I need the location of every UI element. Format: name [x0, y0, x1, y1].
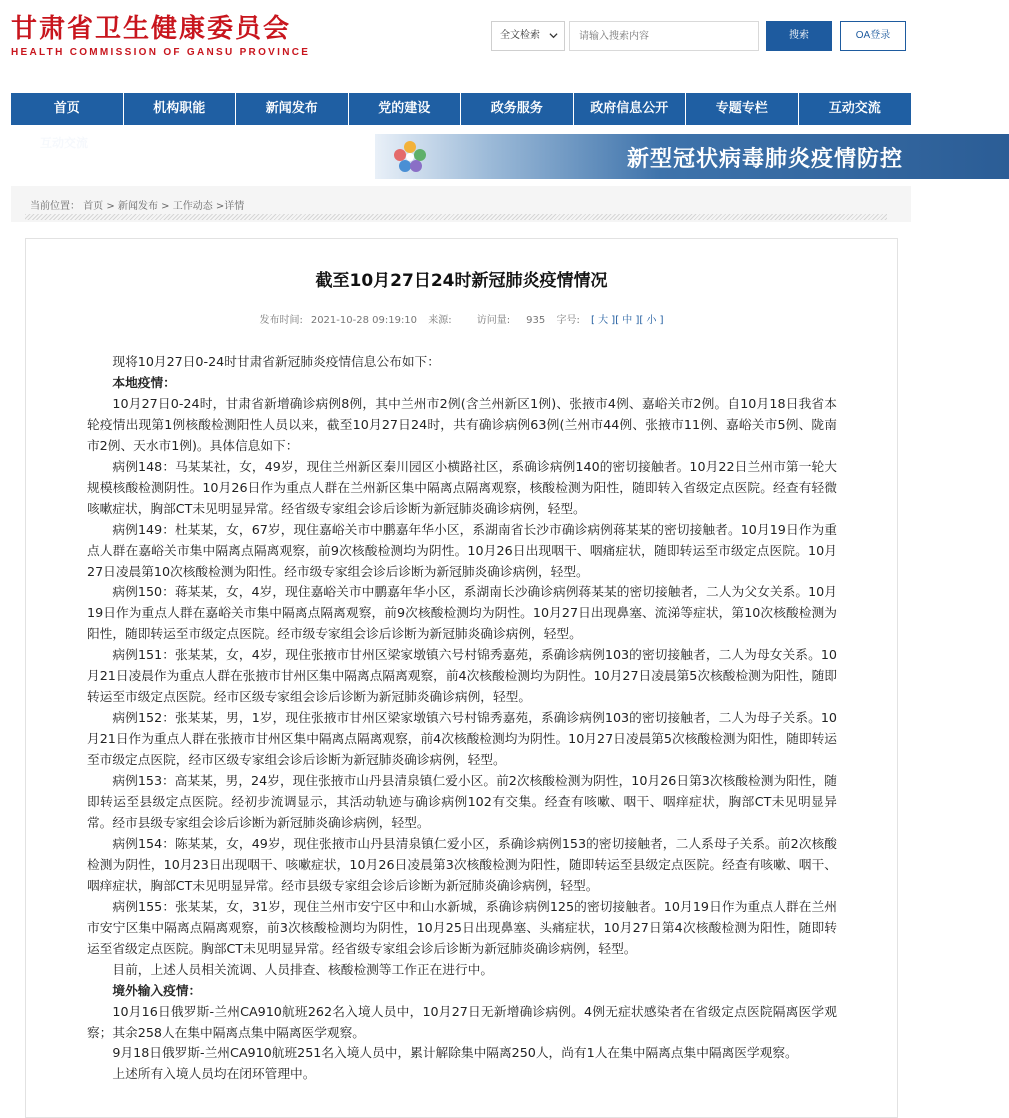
search-scope-value: 全文检索: [500, 30, 540, 41]
publish-time: 2021-10-28 09:19:10: [310, 315, 418, 326]
breadcrumb-separator: >: [161, 201, 170, 212]
article-meta: [25, 311, 898, 326]
covid-banner[interactable]: [375, 134, 1009, 179]
source-label: 来源:: [428, 315, 452, 326]
font-size-medium[interactable]: 中: [622, 315, 633, 326]
article-body: [87, 352, 837, 1085]
article-paragraph: 病例154：陈某某，女，49岁，现住张掖市山丹县清泉镇仁爱小区，系确诊病例153的密切接触者，二人系母子关系。前2次核酸检测为阴性，10月23日出现咽干、咳嗽症状，10月26日凌晨第3次核酸检测为阳性，随即转运至县级定点医院。经查有咳嗽、咽干、咽痒症状，胸部CT未见明显异常。经市县级专家组会诊后诊断为新冠肺炎确诊病例，轻型。: [87, 835, 837, 893]
article-paragraph: 目前，上述人员相关流调、人员排查、核酸检测等工作正在进行中。: [112, 961, 494, 977]
banner-title: 新型冠状病毒肺炎疫情防控: [627, 147, 904, 172]
main-nav: [11, 93, 911, 125]
article-paragraph: 病例155：张某某，女，31岁，现住兰州市安宁区中和山水新城，系确诊病例125的密切接触者。10月19日作为重点人群在兰州市安宁区集中隔离点隔离观察，前3次核酸检测均为阴性，10月25日出现鼻塞、头痛症状，10月27日第4次核酸检测为阳性，随即转运至省级定点医院。胸部CT未见明显异常。经省级专家组会诊后诊断为新冠肺炎确诊病例，轻型。: [87, 898, 837, 956]
flower-emblem-icon: [385, 138, 435, 176]
search-button[interactable]: 搜索: [766, 21, 832, 51]
breadcrumb: [30, 197, 244, 212]
nav-item-news[interactable]: 新闻发布: [236, 93, 349, 125]
font-size-controls: [ 大 ][ 中 ][ 小 ]: [591, 315, 664, 326]
site-logo[interactable]: [11, 14, 311, 58]
views-label: 访问量:: [476, 315, 511, 326]
article-paragraph: 10月16日俄罗斯-兰州CA910航班262名入境人员中，10月27日无新增确诊病例。4例无症状感染者在省级定点医院隔离医学观察；其余258人在集中隔离点集中隔离医学观察。: [87, 1003, 837, 1040]
article-paragraph: 上述所有入境人员均在闭环管理中。: [112, 1066, 316, 1082]
breadcrumb-separator: >: [106, 201, 115, 212]
breadcrumb-current: 详情: [224, 201, 245, 212]
views-count: 935: [526, 315, 546, 326]
nav-overflow-item-interaction[interactable]: 互动交流: [40, 136, 89, 150]
nav-item-services[interactable]: 政务服务: [461, 93, 574, 125]
breadcrumb-separator: >: [215, 201, 225, 212]
article-paragraph: 病例149：杜某某，女，67岁，现住嘉峪关市中鹏嘉年华小区，系湖南省长沙市确诊病例蒋某某的密切接触者。10月19日作为重点人群在嘉峪关市集中隔离点隔离观察，前9次核酸检测均为阴性。10月26日出现咽干、咽痛症状，随即转运至市级定点医院。10月27日凌晨第10次核酸检测为阳性。经市级专家组会诊后诊断为新冠肺炎确诊病例，轻型。: [87, 521, 837, 579]
nav-item-functions[interactable]: 机构职能: [124, 93, 237, 125]
nav-item-topics[interactable]: 专题专栏: [686, 93, 799, 125]
font-size-large[interactable]: 大: [598, 315, 609, 326]
font-size-label: 字号:: [556, 315, 580, 326]
breadcrumb-divider: [25, 214, 887, 220]
breadcrumb-news-link[interactable]: 新闻发布: [117, 201, 158, 212]
nav-item-interaction[interactable]: 互动交流: [828, 101, 881, 116]
logo-english-title: HEALTH COMMISSION OF GANSU PROVINCE: [11, 47, 311, 58]
article-section-heading: 境外输入疫情：: [112, 982, 202, 998]
article-title: 截至10月27日24时新冠肺炎疫情情况: [315, 271, 608, 291]
article-paragraph: 病例153：高某某，男，24岁，现住张掖市山丹县清泉镇仁爱小区。前2次核酸检测为阴性，10月26日第3次核酸检测为阳性，随即转运至县级定点医院。经初步流调显示，其活动轨迹与确诊病例102有交集。经查有咳嗽、咽干、咽痒症状，胸部CT未见明显异常。经市县级专家组会诊后诊断为新冠肺炎确诊病例，轻型。: [87, 773, 837, 830]
article-paragraph: 病例148：马某某社，女，49岁，现住兰州新区秦川园区小横路社区，系确诊病例140的密切接触者。10月22日兰州市第一轮大规模核酸检测阴性。10月26日作为重点人群在兰州新区集中隔离点隔离观察，核酸检测为阳性，随即转入省级定点医院。经查有轻微咳嗽症状，胸部CT未见明显异常。经省级专家组会诊后诊断为新冠肺炎确诊病例，轻型。: [87, 458, 837, 516]
article-section-heading: 本地疫情：: [112, 374, 176, 390]
font-size-small[interactable]: 小: [646, 315, 657, 326]
nav-item-home[interactable]: 首页: [11, 93, 124, 125]
breadcrumb-home-link[interactable]: 首页: [83, 201, 104, 212]
nav-item-info-disclosure[interactable]: 政府信息公开: [574, 93, 687, 125]
article-paragraph: 病例151：张某某，女，4岁，现住张掖市甘州区梁家墩镇六号村锦秀嘉苑，系确诊病例103的密切接触者，二人为母女关系。10月21日凌晨作为重点人群在张掖市甘州区集中隔离点隔离观察，前4次核酸检测均为阴性。10月27日凌晨第5次核酸检测为阳性，随即转运至市级定点医院。经市区级专家组会诊后诊断为新冠肺炎确诊病例，轻型。: [87, 647, 837, 705]
search-scope-select[interactable]: [491, 21, 565, 51]
breadcrumb-work-link[interactable]: 工作动态: [172, 201, 213, 212]
nav-item-party[interactable]: 党的建设: [349, 93, 462, 125]
breadcrumb-label: 当前位置：: [30, 201, 80, 212]
logo-chinese-title: 甘肃省卫生健康委员会: [11, 14, 292, 44]
article-paragraph: 10月27日0-24时，甘肃省新增确诊病例8例，其中兰州市2例(含兰州新区1例)、张掖市4例、嘉峪关市2例。自10月18日我省本轮疫情出现第1例核酸检测阳性人员以来，截至10月27日24时，共有确诊病例63例(兰州市44例、张掖市11例、嘉峪关市5例、陇南市2例、天水市1例)。具体信息如下：: [87, 395, 837, 453]
search-input[interactable]: [569, 21, 759, 51]
article-paragraph: 病例152：张某某，男，1岁，现住张掖市甘州区梁家墩镇六号村锦秀嘉苑，系确诊病例103的密切接触者，二人为母子关系。10月21日作为重点人群在张掖市甘州区集中隔离点隔离观察，前4次核酸检测均为阴性。10月27日凌晨第5次核酸检测为阳性，随即转运至市级定点医院，经市区级专家组会诊后诊断为新冠肺炎确诊病例，轻型。: [87, 710, 837, 768]
oa-login-button[interactable]: OA登录: [840, 21, 906, 51]
publish-time-label: 发布时间:: [259, 315, 303, 326]
article-paragraph: 9月18日俄罗斯-兰州CA910航班251名入境人员中，累计解除集中隔离250人，尚有1人在集中隔离点集中隔离医学观察。: [112, 1045, 798, 1061]
article-paragraph: 病例150：蒋某某，女，4岁，现住嘉峪关市中鹏嘉年华小区，系湖南长沙确诊病例蒋某某的密切接触者，二人为父女关系。10月19日作为重点人群在嘉峪关市集中隔离点隔离观察，前9次核酸检测均为阴性。10月27日出现鼻塞、流涕等症状，第10次核酸检测为阳性，随即转运至市级定点医院。经市级专家组会诊后诊断为新冠肺炎确诊病例，轻型。: [87, 584, 837, 642]
chevron-down-icon: [549, 31, 558, 40]
article-paragraph: 现将10月27日0-24时甘肃省新冠肺炎疫情信息公布如下：: [112, 354, 440, 369]
